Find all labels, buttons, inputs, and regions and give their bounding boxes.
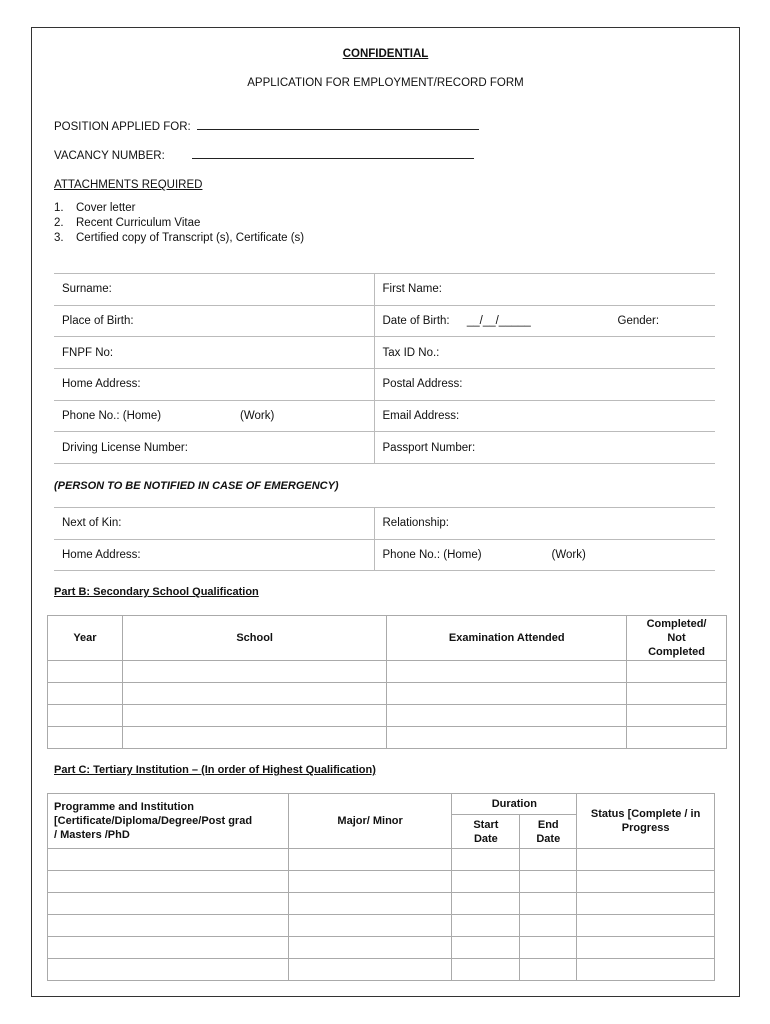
table-header-row [48, 616, 727, 661]
col-school: School [122, 616, 387, 661]
table-row [48, 849, 715, 871]
table-cell[interactable] [288, 893, 452, 915]
phone-home-label: Phone No.: (Home) [62, 410, 162, 423]
table-cell[interactable] [48, 959, 289, 981]
place-of-birth-field[interactable]: Place of Birth: [54, 305, 374, 337]
table-cell[interactable] [387, 727, 627, 749]
table-row [54, 369, 715, 401]
attachments-heading: ATTACHMENTS REQUIRED [54, 179, 203, 191]
emergency-phone-field[interactable] [374, 539, 715, 571]
first-name-field[interactable]: First Name: [374, 274, 715, 306]
table-row [54, 274, 715, 306]
table-cell[interactable] [387, 661, 627, 683]
table-cell[interactable] [627, 683, 727, 705]
table-cell[interactable] [577, 937, 715, 959]
table-cell[interactable] [452, 849, 520, 871]
col-programme: Programme and Institution [Certificate/Diploma/Degree/Post grad / Masters /PhD [48, 794, 289, 849]
table-cell[interactable] [387, 683, 627, 705]
surname-field[interactable]: Surname: [54, 274, 374, 306]
table-cell[interactable] [122, 683, 387, 705]
emergency-heading: (PERSON TO BE NOTIFIED IN CASE OF EMERGENCY) [54, 480, 339, 492]
table-cell[interactable] [122, 727, 387, 749]
table-row [54, 337, 715, 369]
table-cell[interactable] [122, 661, 387, 683]
table-row [54, 432, 715, 464]
form-page [31, 27, 740, 997]
date-of-birth-blank[interactable]: __/__/_____ [466, 315, 531, 328]
attachments-list [54, 201, 304, 246]
col-completed: Completed/ Not Completed [627, 616, 727, 661]
confidential-heading: CONFIDENTIAL [342, 48, 429, 60]
table-cell[interactable] [48, 893, 289, 915]
position-applied-field[interactable] [54, 120, 479, 133]
fnpf-field[interactable]: FNPF No: [54, 337, 374, 369]
emergency-phone-work-label: (Work) [551, 548, 586, 561]
table-cell[interactable] [288, 849, 452, 871]
table-cell[interactable] [48, 937, 289, 959]
table-cell[interactable] [520, 959, 577, 981]
table-cell[interactable] [452, 937, 520, 959]
table-cell[interactable] [48, 727, 123, 749]
col-status: Status [Complete / in Progress [577, 794, 715, 849]
table-header-row [48, 794, 715, 815]
position-label: POSITION APPLIED FOR: [54, 121, 191, 133]
table-row [48, 661, 727, 683]
col-end-date: End Date [520, 815, 577, 849]
email-field[interactable]: Email Address: [374, 400, 715, 432]
table-cell[interactable] [452, 959, 520, 981]
table-cell[interactable] [577, 849, 715, 871]
table-cell[interactable] [122, 705, 387, 727]
table-cell[interactable] [577, 915, 715, 937]
phone-field[interactable] [54, 400, 374, 432]
table-cell[interactable] [48, 849, 289, 871]
table-cell[interactable] [520, 849, 577, 871]
table-row [48, 683, 727, 705]
dob-gender-cell[interactable] [374, 305, 715, 337]
table-row [54, 508, 715, 540]
table-row [48, 915, 715, 937]
personal-details-table [54, 273, 715, 464]
table-cell[interactable] [520, 893, 577, 915]
table-cell[interactable] [288, 959, 452, 981]
part-c-heading: Part C: Tertiary Institution – (In order of Highest Qualification) [54, 764, 376, 776]
driving-license-field[interactable]: Driving License Number: [54, 432, 374, 464]
table-row [48, 705, 727, 727]
tax-id-field[interactable]: Tax ID No.: [374, 337, 715, 369]
list-item: 2. Recent Curriculum Vitae [54, 217, 201, 229]
part-b-heading: Part B: Secondary School Qualification [54, 586, 259, 598]
col-major-minor: Major/ Minor [288, 794, 452, 849]
table-cell[interactable] [452, 893, 520, 915]
home-address-field[interactable]: Home Address: [54, 369, 374, 401]
table-cell[interactable] [452, 915, 520, 937]
next-of-kin-field[interactable]: Next of Kin: [54, 508, 374, 540]
form-title: APPLICATION FOR EMPLOYMENT/RECORD FORM [247, 77, 524, 89]
phone-work-label: (Work) [240, 409, 275, 422]
table-cell[interactable] [48, 871, 289, 893]
secondary-school-table [47, 615, 727, 749]
emergency-home-address-field[interactable]: Home Address: [54, 539, 374, 571]
table-cell[interactable] [577, 959, 715, 981]
table-cell[interactable] [520, 871, 577, 893]
emergency-contact-table [54, 507, 715, 571]
vacancy-label: VACANCY NUMBER: [54, 150, 165, 162]
table-cell[interactable] [577, 871, 715, 893]
date-of-birth-label: Date of Birth: [382, 315, 450, 328]
table-row [48, 727, 727, 749]
col-examination: Examination Attended [387, 616, 627, 661]
vacancy-number-field[interactable] [54, 149, 474, 162]
list-item: 3. Certified copy of Transcript (s), Certificate (s) [54, 232, 305, 244]
col-duration: Duration [452, 794, 577, 815]
table-cell[interactable] [288, 871, 452, 893]
table-row [54, 400, 715, 432]
table-cell[interactable] [627, 661, 727, 683]
table-row [48, 893, 715, 915]
passport-field[interactable]: Passport Number: [374, 432, 715, 464]
vacancy-input-line[interactable] [192, 149, 474, 159]
table-cell[interactable] [48, 705, 123, 727]
position-input-line[interactable] [197, 120, 479, 130]
gender-label[interactable]: Gender: [617, 314, 660, 327]
table-cell[interactable] [288, 937, 452, 959]
table-cell[interactable] [48, 915, 289, 937]
list-item: 1. Cover letter [54, 202, 136, 214]
table-cell[interactable] [48, 683, 123, 705]
table-cell[interactable] [520, 937, 577, 959]
table-cell[interactable] [577, 893, 715, 915]
col-start-date: Start Date [452, 815, 520, 849]
tertiary-institution-table [47, 793, 715, 981]
table-row [48, 871, 715, 893]
table-row [54, 305, 715, 337]
table-cell[interactable] [387, 705, 627, 727]
table-cell[interactable] [48, 661, 123, 683]
postal-address-field[interactable]: Postal Address: [374, 369, 715, 401]
table-row [48, 959, 715, 981]
table-cell[interactable] [627, 727, 727, 749]
table-cell[interactable] [452, 871, 520, 893]
table-cell[interactable] [288, 915, 452, 937]
table-cell[interactable] [520, 915, 577, 937]
table-row [54, 539, 715, 571]
emergency-phone-home-label: Phone No.: (Home) [382, 549, 482, 562]
table-row [48, 937, 715, 959]
relationship-field[interactable]: Relationship: [374, 508, 715, 540]
table-cell[interactable] [627, 705, 727, 727]
col-year: Year [48, 616, 123, 661]
